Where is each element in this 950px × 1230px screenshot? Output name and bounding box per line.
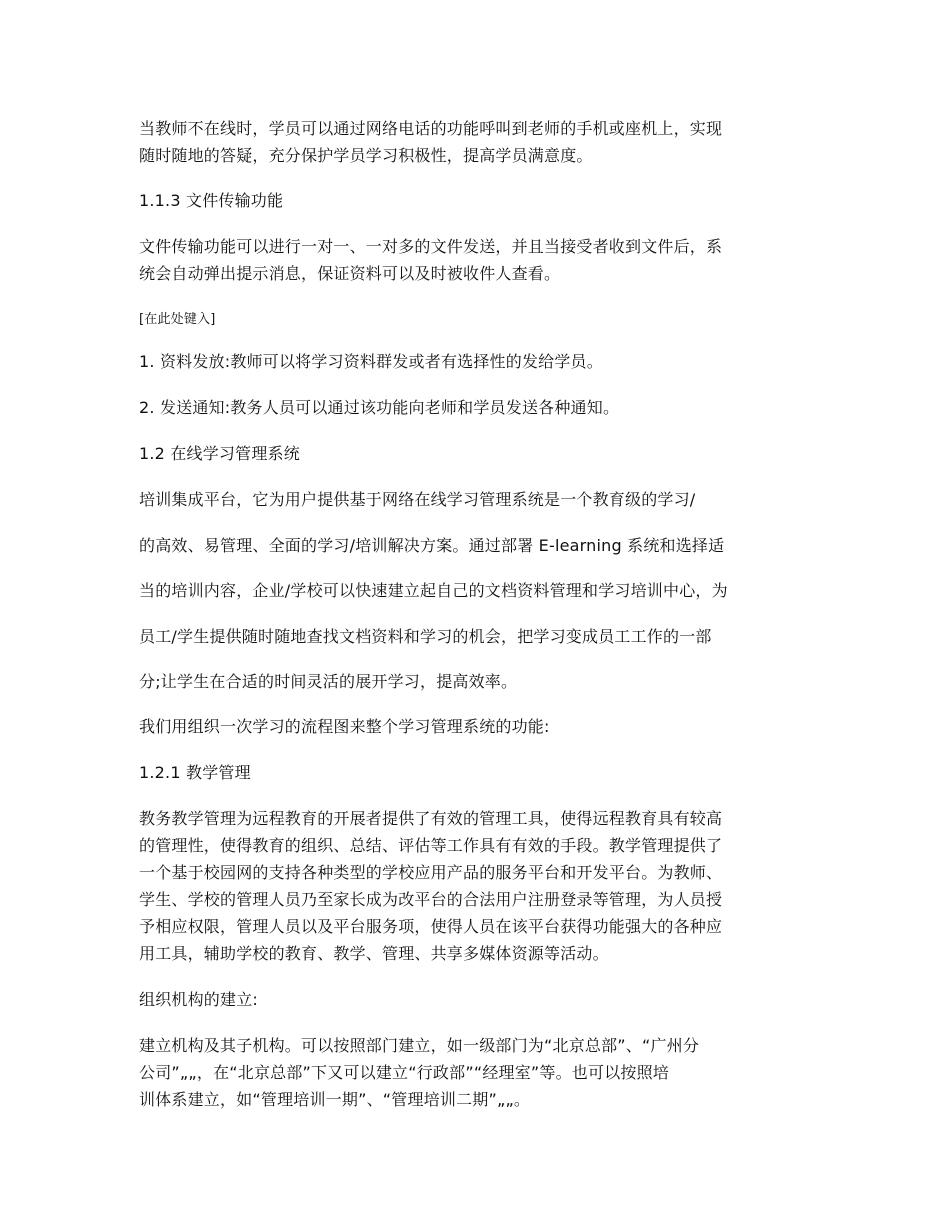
paragraph-line: 员工/学生提供随时随地查找文档资料和学习的机会，把学习变成员工工作的一部 (139, 627, 712, 646)
paragraph-line: 予相应权限，管理人员以及平台服务项，使得人员在该平台获得功能强大的各种应 (139, 917, 723, 936)
section-heading-1-2-1: 1.2.1 教学管理 (139, 763, 251, 782)
paragraph-line: 训体系建立，如“管理培训一期”、“管理培训二期”„„。 (139, 1090, 531, 1109)
paragraph-line: 统会自动弹出提示消息，保证资料可以及时被收件人查看。 (139, 264, 561, 283)
list-item: 2. 发送通知:教务人员可以通过该功能向老师和学员发送各种通知。 (139, 398, 620, 417)
placeholder-text: [在此处键入] (139, 312, 216, 327)
paragraph-line: 当教师不在线时，学员可以通过网络电话的功能呼叫到老师的手机或座机上，实现 (139, 119, 723, 138)
section-heading-1-1-3: 1.1.3 文件传输功能 (139, 191, 284, 210)
paragraph-line: 的高效、易管理、全面的学习/培训解决方案。通过部署 E-learning 系统和选择适 (139, 536, 725, 555)
paragraph-line: 分;让学生在合适的时间灵活的展开学习，提高效率。 (139, 672, 518, 691)
paragraph-line: 文件传输功能可以进行一对一、一对多的文件发送，并且当接受者收到文件后，系 (139, 237, 723, 256)
list-item: 1. 资料发放:教师可以将学习资料群发或者有选择性的发给学员。 (139, 352, 603, 371)
paragraph-line: 用工具，辅助学校的教育、教学、管理、共享多媒体资源等活动。 (139, 944, 609, 963)
paragraph-line: 教务教学管理为远程教育的开展者提供了有效的管理工具，使得远程教育具有较高 (139, 809, 723, 828)
paragraph-line: 我们用组织一次学习的流程图来整个学习管理系统的功能: (139, 717, 550, 736)
paragraph-line: 组织机构的建立: (139, 990, 258, 1009)
paragraph-line: 一个基于校园网的支持各种类型的学校应用产品的服务平台和开发平台。为教师、 (139, 863, 723, 882)
paragraph-line: 随时随地的答疑，充分保护学员学习积极性，提高学员满意度。 (139, 146, 593, 165)
paragraph-line: 学生、学校的管理人员乃至家长成为改平台的合法用户注册登录等管理，为人员授 (139, 890, 723, 909)
paragraph-line: 当的培训内容，企业/学校可以快速建立起自己的文档资料管理和学习培训中心，为 (139, 581, 728, 600)
paragraph-line: 建立机构及其子机构。可以按照部门建立，如一级部门为“北京总部”、“广州分 (139, 1036, 700, 1055)
section-heading-1-2: 1.2 在线学习管理系统 (139, 444, 300, 463)
paragraph-line: 培训集成平台，它为用户提供基于网络在线学习管理系统是一个教育级的学习/ (139, 490, 696, 509)
paragraph-line: 的管理性，使得教育的组织、总结、评估等工作具有有效的手段。教学管理提供了 (139, 836, 723, 855)
paragraph-line: 公司”„„，在“北京总部”下又可以建立“行政部”“经理室”等。也可以按照培 (139, 1063, 670, 1082)
